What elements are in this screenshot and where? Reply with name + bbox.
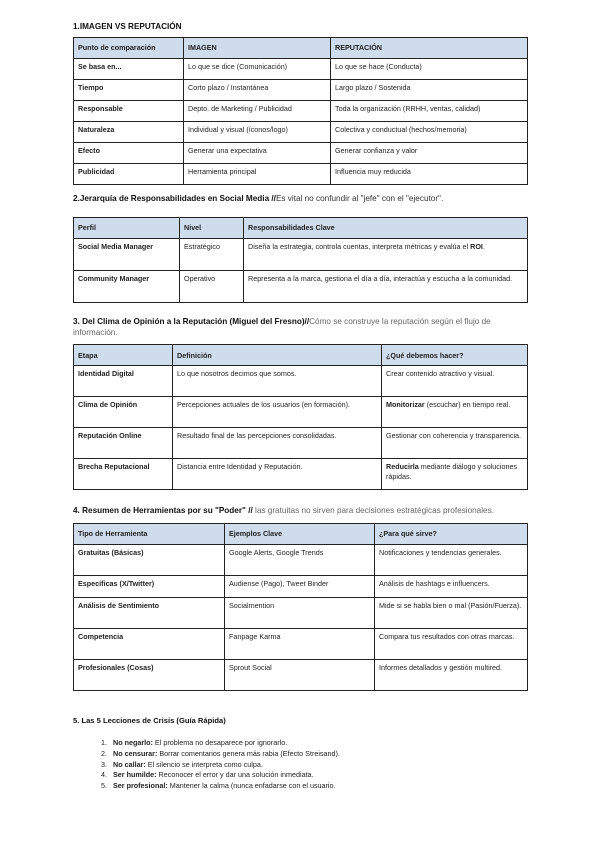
cell: Generar una expectativa [184,142,331,163]
cell: Percepciones actuales de los usuarios (en formación). [173,397,382,428]
row-label: Tiempo [74,79,184,100]
cell: Notificaciones y tendencias generales. [375,544,528,575]
cell-text: Crear contenido atractivo y visual. [386,369,495,379]
section-4-heading [73,506,527,517]
table-row [74,397,528,428]
cell: Influencia muy reducida [331,163,528,184]
table-row [74,659,528,690]
table-header-row [74,345,528,366]
list-item [109,738,527,747]
cell: Compara tus resultados con otras marcas. [375,628,528,659]
lesson-text: Mantener la calma (nunca enfadarse con el usuario. [167,781,336,791]
cell: Corto plazo / Instantánea [184,79,331,100]
row-label: Profesionales (Cosas) [74,659,225,690]
section-lecciones-crisis [73,716,527,792]
section-imagen-vs-reputacion [73,22,527,185]
table-row [74,163,528,184]
col-header: ¿Qué debemos hacer? [382,345,528,366]
table-row [74,459,528,490]
cell-bold-text: Reducirla [386,462,419,472]
list-item [109,749,527,758]
section-2-heading [73,194,527,205]
cell [244,238,528,270]
section-2-title: 2.Jerarquía de Responsabilidades en Social Media // [73,194,276,203]
col-header: REPUTACIÓN [331,37,528,58]
lesson-label: No negarlo: [113,737,153,747]
lesson-label: Ser profesional: [113,781,168,791]
section-3-note: Cómo se construye la reputación según el flujo de información. [73,317,491,337]
col-header: ¿Para qué sirve? [375,523,528,544]
table-row [74,270,528,302]
imagen-reputacion-table [73,37,528,185]
row-label: Naturaleza [74,121,184,142]
cell [382,366,528,397]
lesson-text: Reconocer el error y dar una solución inmediata. [156,770,314,780]
section-4-title: 4. Resumen de Herramientas por su "Poder" // [73,506,253,515]
cell: Resultado final de las percepciones consolidadas. [173,428,382,459]
responsabilidades-table [73,217,528,303]
row-label: Identidad Digital [74,366,173,397]
herramientas-table [73,523,528,691]
table-row [74,366,528,397]
section-3-heading [73,317,527,338]
cell: Lo que nosotros decimos que somos. [173,366,382,397]
table-row [74,100,528,121]
row-label: Social Media Manager [74,238,180,270]
table-row [74,575,528,597]
cell: Lo que se hace (Conducta) [331,58,528,79]
list-item [109,770,527,779]
col-header: Nivel [180,217,244,238]
cell [382,397,528,428]
cell-text: Representa a la marca, gestiona el día a día, interactúa y escucha a la comunidad. [248,273,513,283]
cell: Fanpage Karma [225,628,375,659]
row-label: Competencia [74,628,225,659]
col-header: Punto de comparación [74,37,184,58]
row-label: Reputación Online [74,428,173,459]
cell [382,459,528,490]
list-item [109,760,527,769]
clima-opinion-table [73,344,528,490]
cell: Operativo [180,270,244,302]
cell: Generar confianza y valor [331,142,528,163]
col-header: Etapa [74,345,173,366]
table-row [74,238,528,270]
cell: Audiense (Pago), Tweet Binder [225,575,375,597]
section-4-note: las gratuitas no sirven para decisiones estratégicas profesionales. [252,506,494,515]
table-row [74,79,528,100]
row-label: Específicas (X/Twitter) [74,575,225,597]
cell: Toda la organización (RRHH, ventas, calidad) [331,100,528,121]
table-row [74,121,528,142]
cell-text-end: . [482,241,485,251]
cell: Lo que se dice (Comunicación) [184,58,331,79]
cell: Depto. de Marketing / Publicidad [184,100,331,121]
col-header: Perfil [74,217,180,238]
cell: Estratégico [180,238,244,270]
lesson-text: El silencio se interpreta como culpa. [145,759,263,769]
section-5-title: 5. Las 5 Lecciones de Crisis (Guía Rápida) [73,716,226,725]
lesson-text: El problema no desaparece por ignorarlo. [152,737,288,747]
row-label: Se basa en... [74,58,184,79]
cell: Análisis de hashtags e influencers. [375,575,528,597]
cell: Google Alerts, Google Trends [225,544,375,575]
table-row [74,428,528,459]
table-row [74,58,528,79]
cell: Informes detallados y gestión multired. [375,659,528,690]
cell: Individual y visual (íconos/logo) [184,121,331,142]
crisis-lessons-list [73,738,527,791]
cell-bold-text: ROI [470,241,483,251]
row-label: Clima de Opinión [74,397,173,428]
table-header-row [74,37,528,58]
lesson-label: Ser humilde: [113,770,157,780]
section-3-title: 3. Del Clima de Opinión a la Reputación (Miguel del Fresno)// [73,317,310,326]
section-2-note: Es vital no confundir al "jefe" con el "ejecutor". [275,194,444,203]
cell: Mide si se habla bien o mal (Pasión/Fuerza). [375,597,528,628]
col-header: IMAGEN [184,37,331,58]
row-label: Gratuitas (Básicas) [74,544,225,575]
row-label: Efecto [74,142,184,163]
lesson-label: No callar: [113,759,146,769]
table-header-row [74,217,528,238]
row-label: Community Manager [74,270,180,302]
list-item [109,781,527,790]
col-header: Responsabilidades Clave [244,217,528,238]
section-herramientas [73,506,527,691]
cell-text: Gestionar con coherencia y transparencia. [386,431,522,441]
row-label: Análisis de Sentimiento [74,597,225,628]
table-row [74,597,528,628]
row-label: Responsable [74,100,184,121]
col-header: Ejemplos Clave [225,523,375,544]
cell [382,428,528,459]
section-clima-opinion [73,317,527,490]
section-jerarquia [73,194,527,303]
cell-text: mediante diálogo y soluciones rápidas. [386,462,518,481]
table-row [74,142,528,163]
lesson-text: Borrar comentarios genera más rabia (Efecto Streisand). [157,748,340,758]
table-row [74,628,528,659]
cell: Colectiva y conductual (hechos/memoria) [331,121,528,142]
cell-bold-text: Monitorizar [386,400,425,410]
cell-text: Diseña la estrategia, controla cuentas, interpreta métricas y evalúa el [248,241,469,251]
cell: Socialmention [225,597,375,628]
table-row [74,544,528,575]
cell: Distancia entre Identidad y Reputación. [173,459,382,490]
cell: Largo plazo / Sostenida [331,79,528,100]
cell: Sprout Social [225,659,375,690]
cell [244,270,528,302]
row-label: Brecha Reputacional [74,459,173,490]
cell: Herramienta principal [184,163,331,184]
section-1-title: 1.IMAGEN VS REPUTACIÓN [73,22,182,31]
cell-text: (escuchar) en tiempo real. [424,400,511,410]
lesson-label: No censurar: [113,748,158,758]
table-header-row [74,523,528,544]
row-label: Publicidad [74,163,184,184]
col-header: Tipo de Herramienta [74,523,225,544]
col-header: Definición [173,345,382,366]
